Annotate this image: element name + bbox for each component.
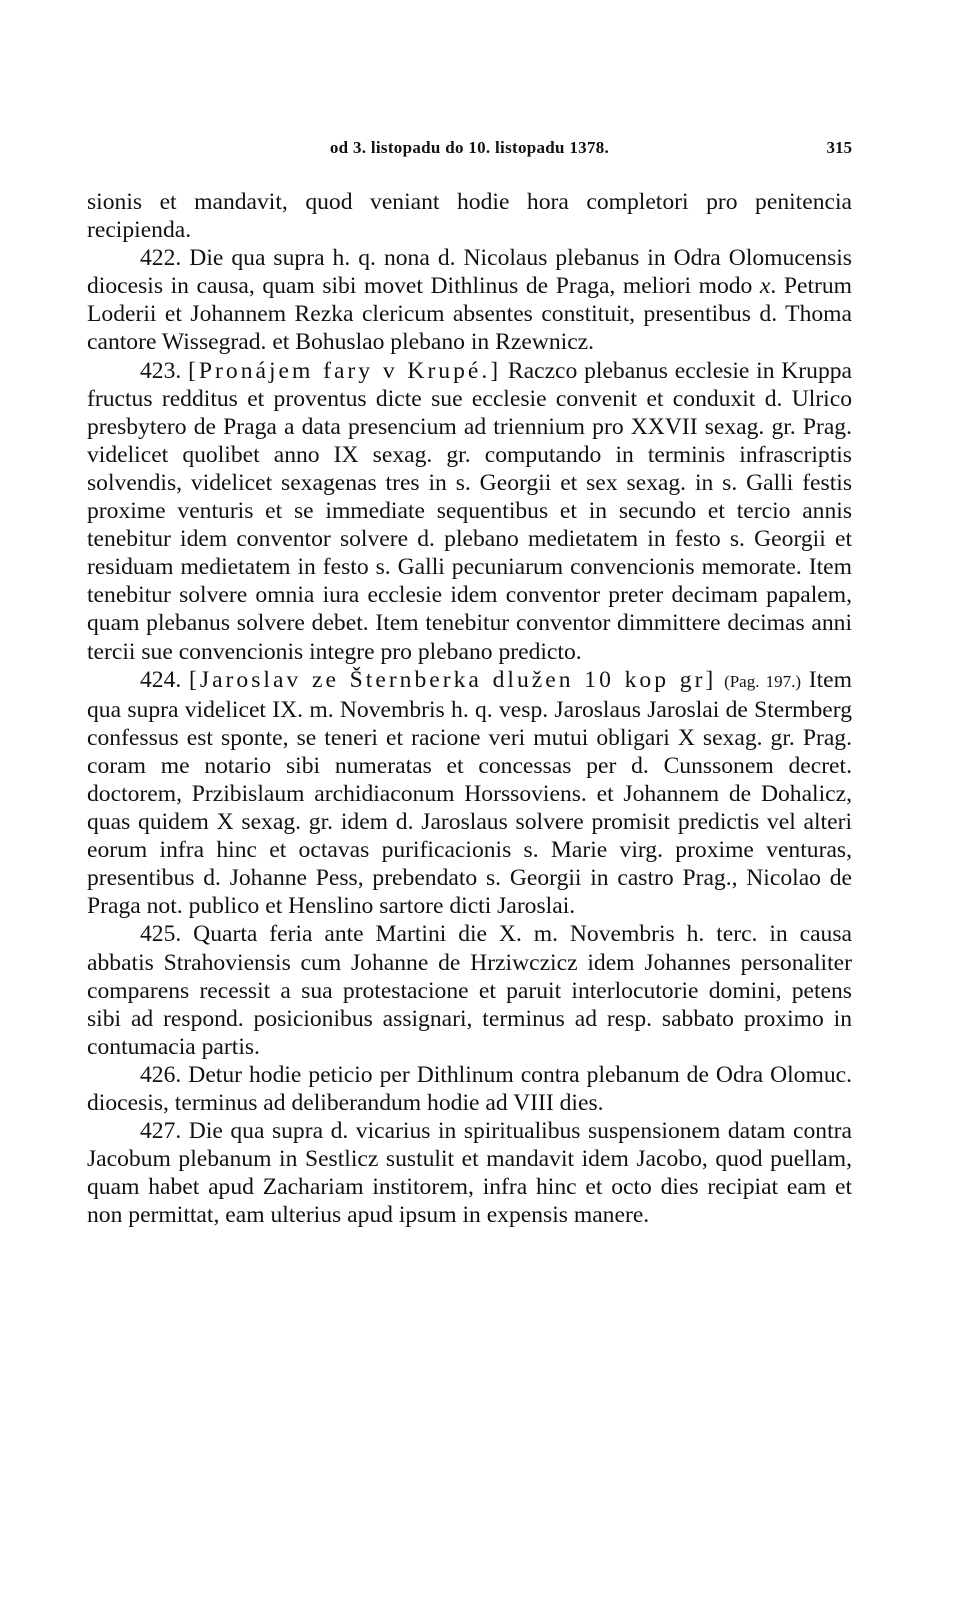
entry-text: Raczco plebanus ecclesie in Kruppa fructus redditus et proventus dicte sue ecclesie convenit et conduxit d. Ulrico presbytero de Praga a data presencium ad triennium pro XXVII sexag. gr. Prag. videlicet quolibet anno IX sexag. gr. computando in terminis infrascriptis solvendis, videlicet sexagenas tres in s. Georgii et sex sexag. in s. Galli festis proxime venturis et se immediate sequentibus et in secundo et tercio annis tenebitur idem conventor solvere d. plebano medietatem in festo s. Georgii et residuam medietatem in festo s. Galli pecuniarum convencionis memorate. Item tenebitur solvere omnia iura ecclesie idem conventor preter decimam papalem, quam plebanus solvere debet. Item tenebitur conventor dimmittere decimas anni tercii sue convencionis integre pro plebano predicto. — [87, 357, 853, 665]
entry-number: 423. — [140, 357, 189, 384]
paragraph-text: sionis et mandavit, quod veniant hodie hora completori pro penitencia recipienda. — [87, 189, 852, 244]
entry-424 — [87, 666, 852, 921]
running-head — [87, 138, 852, 162]
entry-423 — [87, 357, 852, 666]
entry-text: 425. Quarta feria ante Martini die X. m. Novembris h. terc. in causa abbatis Strahoviensis cum Johanne de Hrziwczicz idem Johannes personaliter comparens recessit a sua protestacione et paruit interlocutorie domini, petens sibi ad respond. posicionibus assignari, terminus ad resp. sabbato proximo in contumacia partis. — [87, 921, 852, 1060]
body-text — [87, 188, 852, 1229]
running-title: od 3. listopadu do 10. listopadu 1378. — [329, 138, 610, 157]
entry-number: 424. — [140, 666, 190, 693]
entry-426 — [87, 1061, 852, 1117]
entry-text: 426. Detur hodie peticio per Dithlinum contra plebanum de Odra Olomuc. diocesis, terminus ad deliberandum hodie ad VIII dies. — [87, 1061, 852, 1116]
entry-heading: [Jaroslav ze Šternberka dlužen 10 kop gr] — [189, 666, 717, 693]
paragraph-continuation — [87, 188, 852, 244]
page-marker: (Pag. 197.) — [724, 671, 801, 691]
entry-text: Item qua supra videlicet IX. m. Novembris h. q. vesp. Jaroslaus Jaroslai de Stermberg confessus est sponte, se teneri et racione veri mutui obligari X sexag. gr. Prag. coram me notario sibi numeratas et concessas per d. Cunssonem decret. doctorem, Przibislaum archidiaconum Horssoviens. et Johannem de Dohalicz, quas quidem X sexag. gr. idem d. Jaroslaus solvere promisit predictis vel alteri eorum infra hinc et octavas purificacionis s. Marie virg. proxime venturas, presentibus d. Johanne Pess, prebendato s. Georgii in castro Prag., Nicolao de Praga not. publico et Henslino sartore dicti Jaroslai. — [87, 666, 852, 920]
entry-425 — [87, 920, 852, 1060]
entry-italic-x: x — [759, 273, 771, 300]
page-number: 315 — [826, 138, 852, 157]
entry-text: 427. Die qua supra d. vicarius in spiritualibus suspensionem datam contra Jacobum plebanum in Sestlicz sustulit et mandavit idem Jacobo, quod puellam, quam habet apud Zachariam institorem, infra hinc et octo dies recipiat eam et non permittat, eam ulterius apud ipsum in expensis manere. — [87, 1118, 852, 1229]
entry-heading: [Pronájem fary v Krupé.] — [188, 357, 502, 384]
entry-427 — [87, 1117, 852, 1229]
entry-text-rest: . Petrum Loderii et Johannem Rezka clericum absentes constituit, presentibus d. Thoma cantore Wissegrad. et Bohuslao plebano in Rzewnicz. — [87, 273, 853, 356]
entry-text: 422. Die qua supra h. q. nona d. Nicolaus plebanus in Odra Olomucensis diocesis in causa, quam sibi movet Dithlinus de Praga, meliori modo — [87, 245, 852, 300]
entry-422 — [87, 244, 852, 356]
